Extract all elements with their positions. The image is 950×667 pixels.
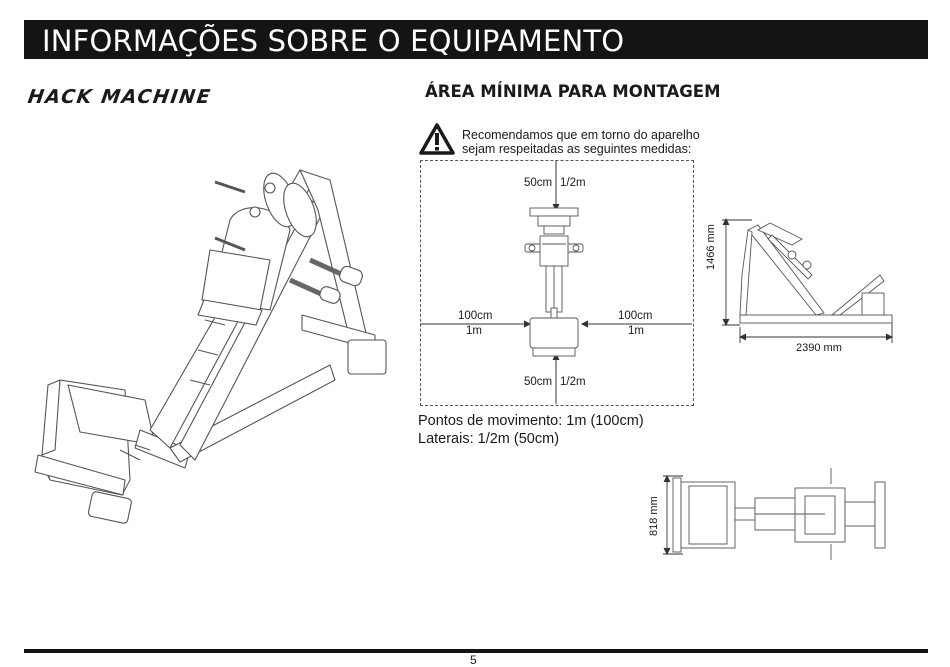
- bottom-clearance-cm: 50cm: [524, 376, 553, 388]
- height-dimension: 1466 mm: [705, 224, 717, 270]
- right-clearance-m: 1m: [628, 325, 644, 337]
- width-dimension: 818 mm: [648, 496, 660, 536]
- warning-line-1: Recomendamos que em torno do aparelho: [462, 128, 700, 142]
- top-clearance-cm: 50cm: [524, 177, 553, 189]
- bottom-clearance-m: 1/2m: [560, 376, 586, 388]
- length-dimension: 2390 mm: [796, 342, 842, 354]
- top-view-drawing: [655, 468, 895, 568]
- page-title: INFORMAÇÕES SOBRE O EQUIPAMENTO: [42, 24, 625, 58]
- page-number: 5: [470, 653, 477, 667]
- movement-summary: [418, 412, 644, 448]
- product-name: HACK MACHINE: [26, 86, 213, 108]
- movement-points-text: Pontos de movimento: 1m (100cm): [418, 413, 644, 429]
- section-title: ÁREA MÍNIMA PARA MONTAGEM: [425, 82, 721, 101]
- left-clearance-cm: 100cm: [458, 310, 493, 322]
- left-clearance-m: 1m: [466, 325, 482, 337]
- top-clearance-m: 1/2m: [560, 177, 586, 189]
- right-clearance-cm: 100cm: [618, 310, 653, 322]
- sides-text: Laterais: 1/2m (50cm): [418, 431, 560, 447]
- warning-line-2: sejam respeitadas as seguintes medidas:: [462, 142, 692, 156]
